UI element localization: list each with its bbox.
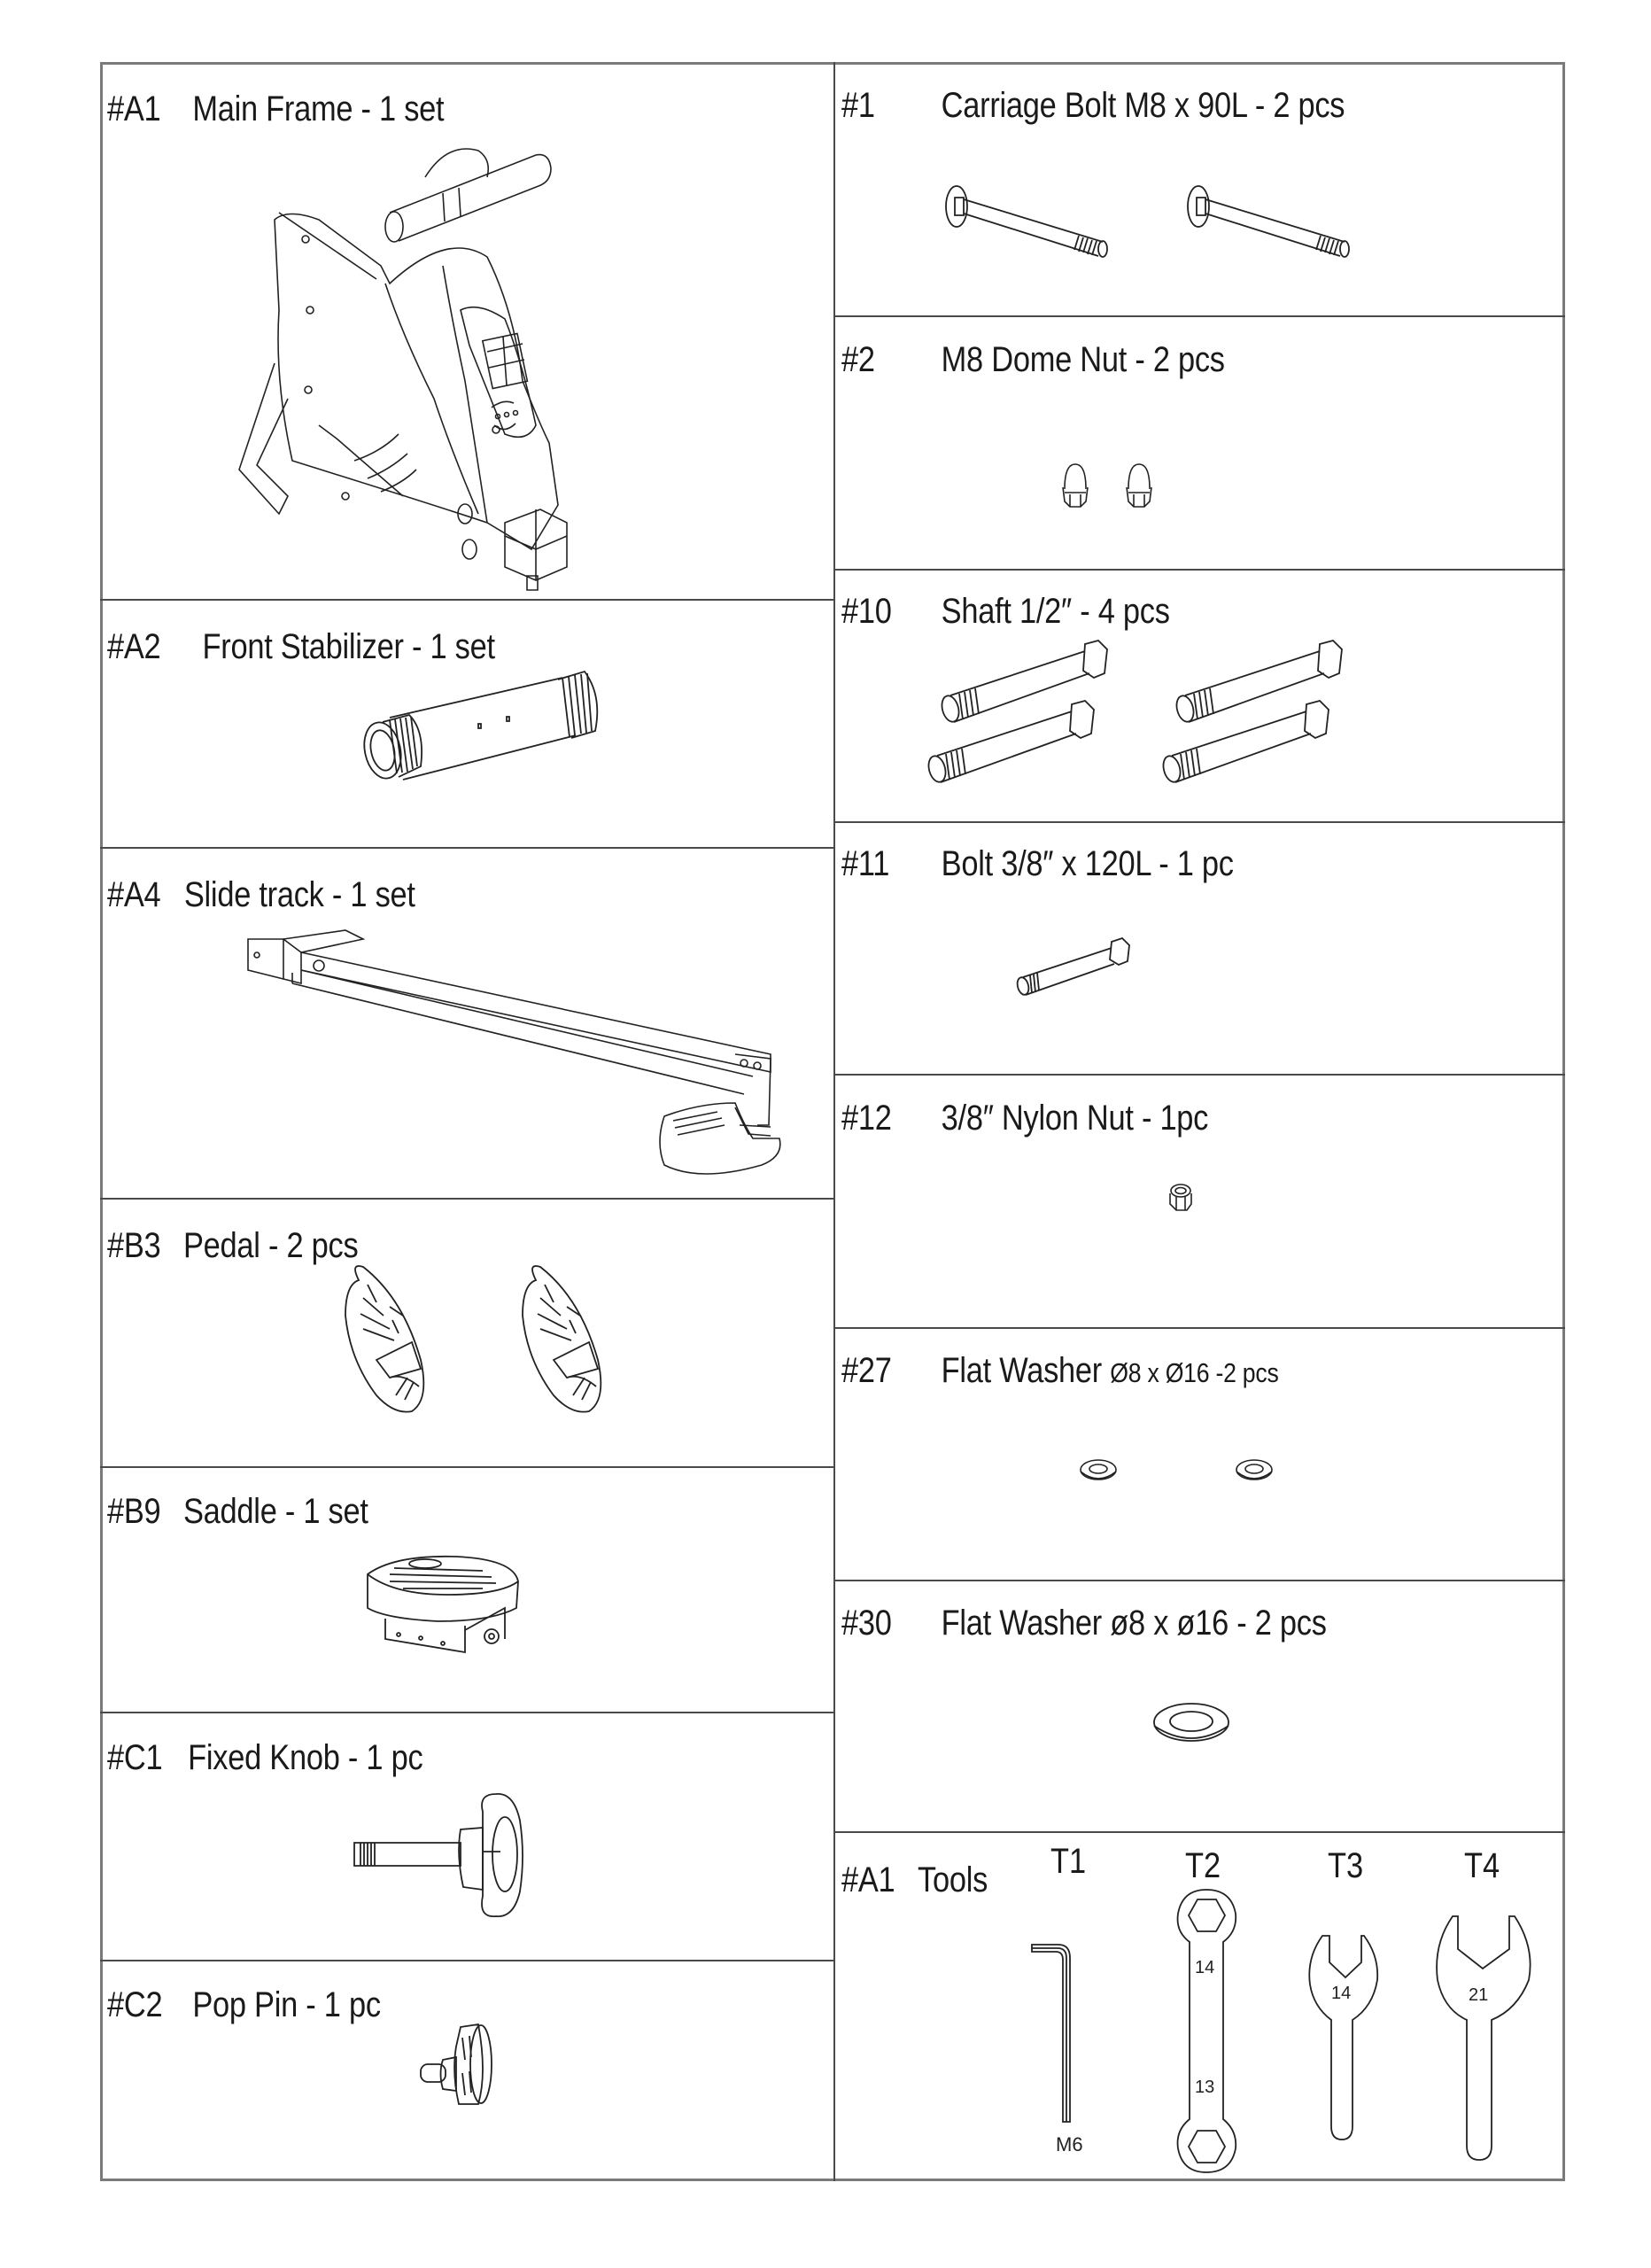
row-divider [100,1198,834,1200]
part-spec: Ø8 x Ø16 -2 pcs [1110,1357,1279,1388]
main-frame-drawing-icon [221,133,576,594]
fixed-knob-drawing-icon [350,1785,527,1927]
part-number: #27 [841,1351,892,1390]
part-label-pop-pin [107,1987,381,2023]
pop-pin-drawing-icon [416,2020,531,2109]
part-name: Slide track - 1 set [183,875,415,914]
hex-bolt-drawing-icon [1014,935,1138,1006]
box-wrench-icon [1174,1887,1240,2175]
part-name: Main Frame - 1 set [192,89,445,128]
row-divider [834,315,1565,317]
part-name: 3/8″ Nylon Nut - 1pc [941,1099,1209,1138]
part-label-flat-washer [841,1353,1279,1388]
part-label-shaft [841,594,1170,629]
part-name: Bolt 3/8″ x 120L - 1 pc [941,844,1234,883]
row-divider [834,1074,1565,1076]
column-divider [833,62,835,2181]
part-number: #A1 [841,1860,895,1899]
part-number: #C2 [107,1985,163,2024]
nylon-nut-drawing-icon [1167,1183,1194,1213]
row-divider [834,1580,1565,1581]
part-number: #B3 [107,1226,161,1265]
dome-nut-drawing-icon [1063,462,1205,516]
part-number: #30 [841,1604,892,1643]
shaft-drawing-icon [926,633,1422,802]
part-number: #A4 [107,875,161,914]
row-divider [834,1327,1565,1329]
part-label-fixed-knob [107,1740,422,1775]
allen-key-icon [1027,1940,1098,2171]
t2-size-label-bottom: 13 [1195,2078,1215,2097]
part-label-dome-nut [841,342,1225,377]
part-name: Saddle - 1 set [183,1492,368,1531]
t4-size-label: 21 [1469,1985,1489,2005]
tool-code-t1: T1 [1050,1842,1087,1881]
part-name: Flat Washer ø8 x ø16 - 2 pcs [941,1604,1327,1643]
row-divider [834,821,1565,823]
part-name: Fixed Knob - 1 pc [188,1738,423,1777]
part-name: Front Stabilizer - 1 set [202,627,495,666]
t2-size-label-top: 14 [1195,1958,1215,1977]
part-name: Shaft 1/2″ - 4 pcs [941,592,1170,631]
part-number: #C1 [107,1738,163,1777]
row-divider [834,569,1565,571]
part-number: #B9 [107,1492,161,1531]
part-label-main-frame [107,91,444,127]
open-wrench-icon [1306,1931,1386,2144]
part-name: Carriage Bolt M8 x 90L - 2 pcs [941,86,1345,125]
part-label-hex-bolt [841,846,1234,882]
part-number: #A2 [107,627,161,666]
t3-size-label: 14 [1331,1984,1352,2003]
tool-code-t3: T3 [1328,1846,1364,1885]
part-label-nylon-nut [841,1100,1208,1136]
part-label-saddle [107,1494,368,1529]
t1-size-label: M6 [1056,2133,1083,2155]
row-divider [100,847,834,849]
open-wrench-large-icon [1433,1914,1539,2162]
front-stabilizer-drawing-icon [354,669,620,802]
row-divider [100,599,834,601]
row-divider [100,1466,834,1468]
row-divider [100,1712,834,1713]
part-number: #A1 [107,89,161,128]
part-name: Tools [918,1860,988,1899]
flat-washer-drawing-icon [1079,1457,1291,1487]
part-number: #11 [841,844,890,883]
part-number: #1 [841,86,875,125]
carriage-bolt-drawing-icon [939,182,1364,261]
saddle-drawing-icon [359,1555,536,1674]
part-name: Flat Washer [941,1351,1102,1390]
row-divider [834,1831,1565,1833]
part-number: #12 [841,1099,892,1138]
part-name: Pop Pin - 1 pc [192,1985,381,2024]
slide-track-drawing-icon [239,921,788,1187]
pedal-drawing-icon [341,1262,678,1440]
row-divider [100,1960,834,1961]
part-number: #2 [841,340,875,379]
part-name: M8 Dome Nut - 2 pcs [941,340,1225,379]
part-label-front-stabilizer [107,629,495,664]
part-number: #10 [841,592,892,631]
large-flat-washer-drawing-icon [1151,1701,1231,1750]
part-label-carriage-bolt [841,88,1345,123]
tool-code-t2: T2 [1185,1846,1221,1885]
tools-label [841,1862,988,1898]
part-name: Pedal - 2 pcs [183,1226,359,1265]
part-label-large-flat-washer [841,1605,1327,1641]
tool-code-t4: T4 [1464,1846,1500,1885]
part-label-pedal [107,1228,358,1263]
part-label-slide-track [107,877,415,913]
